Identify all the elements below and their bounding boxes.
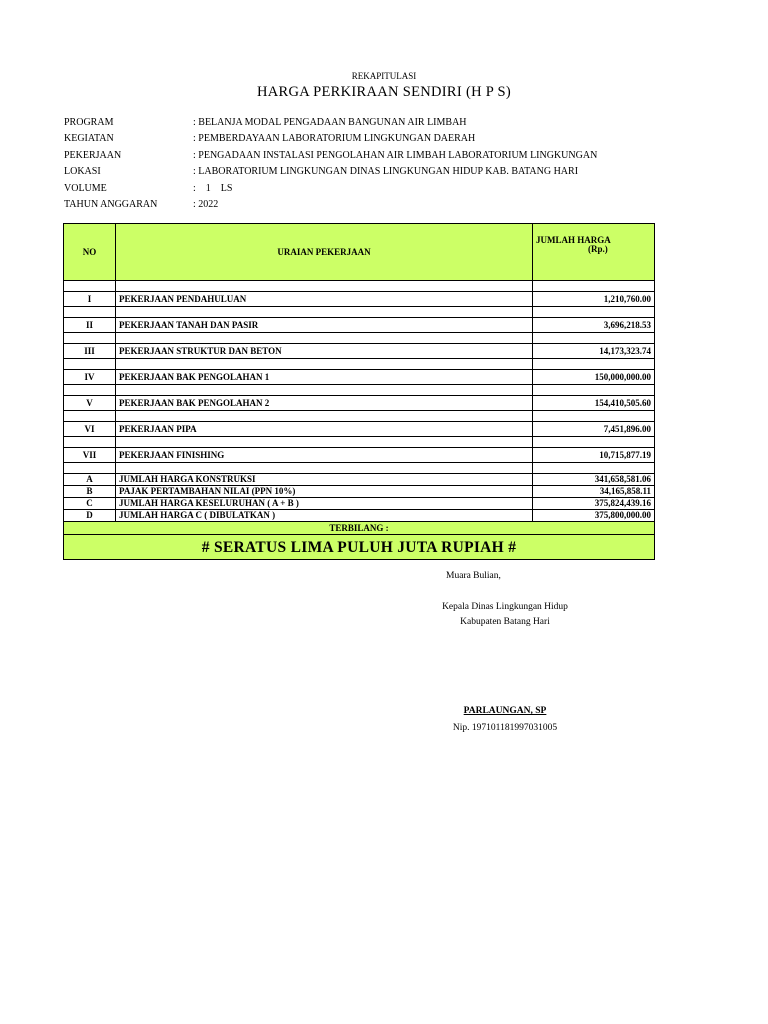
row-no: VII bbox=[64, 448, 116, 463]
document-subtitle: REKAPITULASI bbox=[351, 71, 417, 81]
row-no: IV bbox=[64, 370, 116, 385]
summary-uraian: JUMLAH HARGA C ( DIBULATKAN ) bbox=[116, 510, 533, 522]
summary-uraian: JUMLAH HARGA KESELURUHAN ( A + B ) bbox=[116, 498, 533, 510]
info-label: PEKERJAAN bbox=[64, 149, 122, 161]
summary-no: A bbox=[64, 474, 116, 486]
summary-row bbox=[64, 498, 655, 510]
row-jumlah: 150,000,000.00 bbox=[533, 370, 655, 385]
row-no: I bbox=[64, 292, 116, 307]
table-row bbox=[64, 370, 655, 385]
table-row bbox=[64, 396, 655, 411]
header-no: NO bbox=[64, 224, 116, 281]
info-value: : LABORATORIUM LINGKUNGAN DINAS LINGKUNGAN HIDUP KAB. BATANG HARI bbox=[193, 166, 579, 178]
summary-no: B bbox=[64, 486, 116, 498]
header-jumlah-line2: (Rp.) bbox=[588, 244, 608, 254]
summary-uraian: PAJAK PERTAMBAHAN NILAI (PPN 10%) bbox=[116, 486, 533, 498]
row-jumlah: 3,696,218.53 bbox=[533, 318, 655, 333]
row-no: VI bbox=[64, 422, 116, 437]
summary-jumlah: 341,658,581.06 bbox=[533, 474, 655, 486]
row-uraian: PEKERJAAN PIPA bbox=[116, 422, 533, 437]
row-jumlah: 14,173,323.74 bbox=[533, 344, 655, 359]
document-title: HARGA PERKIRAAN SENDIRI (H P S) bbox=[256, 84, 512, 100]
table-row bbox=[64, 422, 655, 437]
signatory-nip: Nip. 197101181997031005 bbox=[452, 723, 558, 733]
table-row bbox=[64, 344, 655, 359]
header-jumlah-line1: JUMLAH HARGA bbox=[536, 235, 611, 245]
info-value: : PENGADAAN INSTALASI PENGOLAHAN AIR LIMBAH LABORATORIUM LINGKUNGAN bbox=[193, 149, 598, 161]
row-jumlah: 1,210,760.00 bbox=[533, 292, 655, 307]
info-value: : PEMBERDAYAAN LABORATORIUM LINGKUNGAN DAERAH bbox=[193, 133, 476, 145]
summary-row bbox=[64, 486, 655, 498]
terbilang-text-row bbox=[64, 535, 655, 560]
terbilang-label: TERBILANG : bbox=[64, 522, 655, 535]
header-uraian: URAIAN PEKERJAAN bbox=[116, 224, 533, 281]
row-uraian: PEKERJAAN FINISHING bbox=[116, 448, 533, 463]
info-label: VOLUME bbox=[64, 182, 107, 194]
header-jumlah bbox=[533, 224, 655, 281]
summary-no: D bbox=[64, 510, 116, 522]
summary-jumlah: 375,800,000.00 bbox=[533, 510, 655, 522]
info-label: PROGRAM bbox=[64, 117, 114, 128]
info-label: TAHUN ANGGARAN bbox=[64, 198, 158, 210]
signatory-name: PARLAUNGAN, SP bbox=[463, 706, 547, 716]
row-no: V bbox=[64, 396, 116, 411]
row-uraian: PEKERJAAN TANAH DAN PASIR bbox=[116, 318, 533, 333]
row-no: III bbox=[64, 344, 116, 359]
row-uraian: PEKERJAAN STRUKTUR DAN BETON bbox=[116, 344, 533, 359]
info-label: LOKASI bbox=[64, 166, 101, 178]
row-jumlah: 10,715,877.19 bbox=[533, 448, 655, 463]
signature-place: Muara Bulian, bbox=[446, 571, 501, 581]
summary-row bbox=[64, 474, 655, 486]
info-value: : 1 LS bbox=[193, 182, 233, 194]
summary-row bbox=[64, 510, 655, 522]
table-row bbox=[64, 318, 655, 333]
table-header-row bbox=[64, 224, 655, 281]
terbilang-label-row bbox=[64, 522, 655, 535]
summary-uraian: JUMLAH HARGA KONSTRUKSI bbox=[116, 474, 533, 486]
row-jumlah: 154,410,505.60 bbox=[533, 396, 655, 411]
hps-table bbox=[63, 223, 655, 560]
info-value: : 2022 bbox=[193, 198, 219, 210]
summary-no: C bbox=[64, 498, 116, 510]
summary-jumlah: 375,824,439.16 bbox=[533, 498, 655, 510]
info-label: KEGIATAN bbox=[64, 133, 114, 145]
signature-office: Kabupaten Batang Hari bbox=[460, 617, 550, 627]
row-jumlah: 7,451,896.00 bbox=[533, 422, 655, 437]
table-row bbox=[64, 448, 655, 463]
row-uraian: PEKERJAAN BAK PENGOLAHAN 2 bbox=[116, 396, 533, 411]
signature-position: Kepala Dinas Lingkungan Hidup bbox=[442, 602, 568, 612]
info-value: : BELANJA MODAL PENGADAAN BANGUNAN AIR LIMBAH bbox=[193, 117, 467, 128]
row-no: II bbox=[64, 318, 116, 333]
row-uraian: PEKERJAAN BAK PENGOLAHAN 1 bbox=[116, 370, 533, 385]
row-uraian: PEKERJAAN PENDAHULUAN bbox=[116, 292, 533, 307]
summary-jumlah: 34,165,858.11 bbox=[533, 486, 655, 498]
terbilang-text: # SERATUS LIMA PULUH JUTA RUPIAH # bbox=[64, 535, 655, 560]
table-row bbox=[64, 292, 655, 307]
